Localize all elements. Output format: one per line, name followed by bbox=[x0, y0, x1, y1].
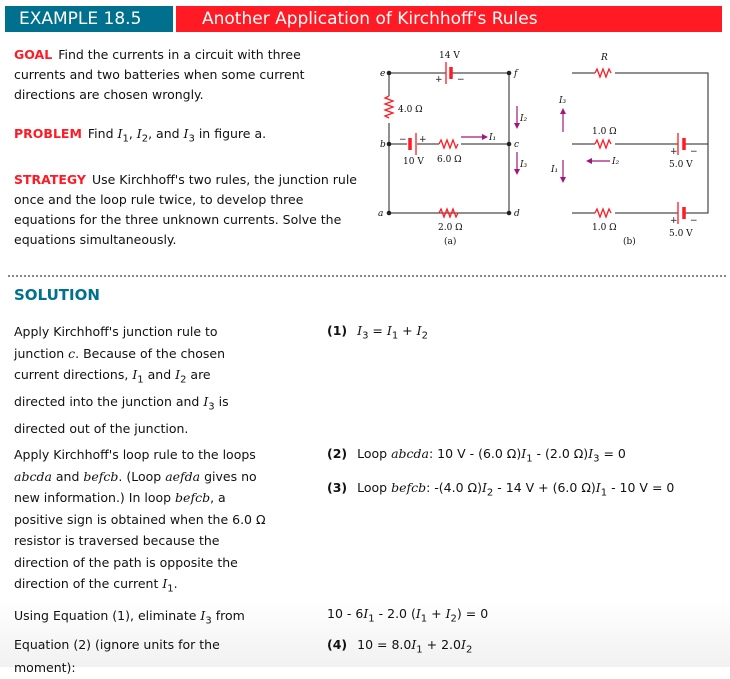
resistor-6ohm-label: 6.0 Ω bbox=[437, 155, 462, 165]
equation-expression bbox=[357, 480, 675, 499]
equation-4 bbox=[327, 635, 472, 661]
math-variable: I bbox=[386, 323, 392, 338]
math-subscript: 1 bbox=[420, 613, 428, 625]
math-variable: befcb bbox=[391, 480, 427, 495]
text-run: is directed out of the junction. bbox=[14, 394, 229, 436]
equation-expression bbox=[357, 446, 626, 465]
equation-1 bbox=[327, 321, 428, 347]
minus-sign: − bbox=[690, 147, 698, 157]
current-i2-label: I₂ bbox=[612, 157, 620, 167]
goal-text bbox=[14, 47, 305, 102]
resistor-1ohm-bottom-label: 1.0 Ω bbox=[592, 223, 617, 233]
example-title: Another Application of Kirchhoff's Rules bbox=[176, 6, 722, 32]
node-e-label: e bbox=[380, 69, 386, 79]
math-subscript: 3 bbox=[188, 133, 195, 145]
node-c-label: c bbox=[514, 140, 520, 150]
math-variable: I bbox=[132, 367, 138, 382]
math-variable: abcda bbox=[14, 468, 52, 484]
problem-text bbox=[87, 126, 267, 145]
section-divider bbox=[8, 275, 726, 277]
problem-label: PROBLEM bbox=[14, 126, 82, 141]
solution-step-3-text bbox=[14, 604, 259, 679]
math-variable: I bbox=[175, 367, 181, 382]
text-run: Use Kirchhoff's two rules, the junction rule once and the loop rule twice, to develop three equations for the three unknown currents. Solve the equations simultaneously. bbox=[14, 172, 357, 247]
math-subscript: 2 bbox=[141, 133, 149, 145]
text-run: are directed into the junction and bbox=[14, 367, 211, 409]
text-run: 10 = 8.0 bbox=[357, 637, 412, 652]
figure-a-caption: (a) bbox=[444, 237, 457, 247]
math-variable: abcda bbox=[391, 446, 429, 461]
text-run: and bbox=[143, 367, 176, 382]
text-run: = 0 bbox=[599, 446, 626, 461]
node-a-label: a bbox=[378, 209, 384, 219]
goal-label: GOAL bbox=[14, 47, 53, 62]
plus-sign: + bbox=[419, 135, 427, 145]
text-run: , and bbox=[148, 126, 184, 141]
math-subscript: 2 bbox=[465, 644, 473, 656]
math-subscript: 2 bbox=[180, 374, 187, 386]
minus-sign: − bbox=[457, 75, 465, 85]
text-run: gives no new information.) In loop bbox=[14, 468, 257, 505]
text-run: - 2.0 ( bbox=[374, 606, 416, 621]
math-subscript: 1 bbox=[416, 644, 423, 656]
text-run: Find the currents in a circuit with three currents and two batteries when some current directions are chosen wrongly. bbox=[14, 47, 305, 102]
equation-2 bbox=[327, 444, 626, 470]
text-run: Apply Kirchhoff's junction rule to junction bbox=[14, 324, 218, 361]
text-run: . bbox=[173, 576, 178, 591]
math-variable: I bbox=[203, 394, 209, 409]
text-run: , bbox=[128, 126, 137, 141]
math-variable: I bbox=[117, 126, 123, 141]
battery-5v-bottom-label: 5.0 V bbox=[669, 229, 693, 239]
math-variable: aefda bbox=[165, 468, 201, 484]
math-variable: I bbox=[183, 126, 189, 141]
solution-heading: SOLUTION bbox=[14, 286, 100, 304]
math-subscript: 2 bbox=[486, 487, 494, 499]
equation-expression bbox=[357, 637, 473, 656]
math-subscript: 1 bbox=[391, 330, 399, 342]
strategy-label: STRATEGY bbox=[14, 172, 86, 187]
current-i3-label: I₃ bbox=[559, 96, 567, 106]
math-subscript: 1 bbox=[167, 583, 174, 595]
problem-section bbox=[14, 124, 364, 150]
math-variable: I bbox=[588, 446, 594, 461]
plus-sign: + bbox=[435, 75, 443, 85]
circuit-figure bbox=[365, 40, 730, 255]
math-subscript: 1 bbox=[368, 613, 375, 625]
math-variable: I bbox=[595, 480, 601, 495]
text-run: + 2.0 bbox=[422, 637, 461, 652]
node-f-label: f bbox=[514, 69, 518, 79]
battery-14v-label: 14 V bbox=[439, 51, 460, 61]
math-subscript: 1 bbox=[137, 374, 144, 386]
text-run: - 14 V + (6.0 Ω) bbox=[493, 480, 596, 495]
goal-section bbox=[14, 45, 339, 105]
text-run: = bbox=[368, 323, 387, 338]
text-run: : -(4.0 Ω) bbox=[426, 480, 482, 495]
solution-step-2-text bbox=[14, 444, 276, 600]
equation-expression bbox=[327, 606, 489, 625]
minus-sign: − bbox=[399, 135, 407, 145]
equation-substitution bbox=[327, 604, 488, 630]
math-variable: I bbox=[363, 606, 369, 621]
current-i2-label: I₂ bbox=[520, 114, 528, 124]
math-subscript: 3 bbox=[362, 330, 369, 342]
resistor-4ohm-label: 4.0 Ω bbox=[398, 105, 423, 115]
text-run: - (2.0 Ω) bbox=[532, 446, 589, 461]
math-variable: I bbox=[162, 576, 168, 591]
equation-number: (1) bbox=[327, 323, 348, 338]
solution-step-1-text bbox=[14, 321, 254, 440]
current-i1-label: I₁ bbox=[551, 165, 559, 175]
example-number: EXAMPLE 18.5 bbox=[5, 6, 173, 32]
text-run: - 10 V = 0 bbox=[607, 480, 675, 495]
text-run: + bbox=[398, 323, 417, 338]
math-variable: I bbox=[445, 606, 451, 621]
equation-number: (4) bbox=[327, 637, 348, 652]
math-subscript: 3 bbox=[593, 453, 600, 465]
math-variable: I bbox=[357, 323, 363, 338]
text-run: . Because of the chosen current directions, bbox=[14, 345, 226, 382]
math-variable: I bbox=[136, 126, 142, 141]
node-d-label: d bbox=[514, 209, 520, 219]
math-variable: I bbox=[481, 480, 487, 495]
text-run: from Equation (2) (ignore units for the moment): bbox=[14, 608, 245, 675]
resistor-4ohm bbox=[385, 96, 393, 118]
text-run: and bbox=[51, 468, 84, 484]
plus-sign: + bbox=[670, 216, 678, 226]
text-run: Find bbox=[87, 126, 118, 141]
text-run: Loop bbox=[357, 480, 392, 495]
current-i1-label: I₁ bbox=[489, 133, 497, 143]
math-variable: c bbox=[68, 345, 76, 361]
strategy-section bbox=[14, 170, 364, 250]
minus-sign: − bbox=[690, 216, 698, 226]
math-variable: I bbox=[521, 446, 527, 461]
math-variable: befcb bbox=[175, 490, 211, 505]
battery-5v-mid-label: 5.0 V bbox=[669, 160, 693, 170]
text-run: Using Equation (1), eliminate bbox=[14, 608, 201, 623]
example-header bbox=[5, 6, 722, 32]
math-subscript: 3 bbox=[208, 401, 215, 413]
equation-number: (3) bbox=[327, 480, 348, 495]
plus-sign: + bbox=[670, 147, 678, 157]
text-run: , a positive sign is obtained when the 6.0 Ω resistor is traversed because the direction of the path is opposite the direction of the current bbox=[14, 490, 266, 591]
equation-3 bbox=[327, 475, 707, 506]
battery-10v-label: 10 V bbox=[403, 157, 424, 167]
math-variable: I bbox=[416, 323, 422, 338]
text-run: in figure a. bbox=[194, 126, 267, 141]
equation-number: (2) bbox=[327, 446, 348, 461]
math-subscript: 3 bbox=[205, 615, 212, 627]
math-variable: I bbox=[200, 608, 206, 623]
text-run: 10 - 6 bbox=[327, 606, 364, 621]
math-subscript: 1 bbox=[600, 487, 608, 499]
figure-b-caption: (b) bbox=[623, 237, 636, 247]
math-variable: I bbox=[411, 637, 417, 652]
math-variable: befcb bbox=[83, 468, 119, 484]
math-subscript: 2 bbox=[421, 330, 428, 342]
resistor-r-label: R bbox=[601, 53, 608, 63]
text-run: : 10 V - (6.0 Ω) bbox=[429, 446, 522, 461]
node-b-label: b bbox=[380, 140, 386, 150]
text-run: + bbox=[427, 606, 446, 621]
text-run: . (Loop bbox=[118, 468, 166, 484]
text-run: Apply Kirchhoff's loop rule to the loops bbox=[14, 447, 256, 462]
math-subscript: 2 bbox=[450, 613, 457, 625]
math-variable: I bbox=[460, 637, 466, 652]
text-run: Loop bbox=[357, 446, 392, 461]
resistor-1ohm-mid-label: 1.0 Ω bbox=[592, 127, 617, 137]
math-subscript: 1 bbox=[526, 453, 533, 465]
text-run: ) = 0 bbox=[456, 606, 489, 621]
resistor-2ohm-label: 2.0 Ω bbox=[438, 223, 463, 233]
current-i3-label: I₃ bbox=[520, 160, 528, 170]
math-variable: I bbox=[415, 606, 421, 621]
math-subscript: 1 bbox=[122, 133, 129, 145]
equation-expression bbox=[357, 323, 428, 342]
